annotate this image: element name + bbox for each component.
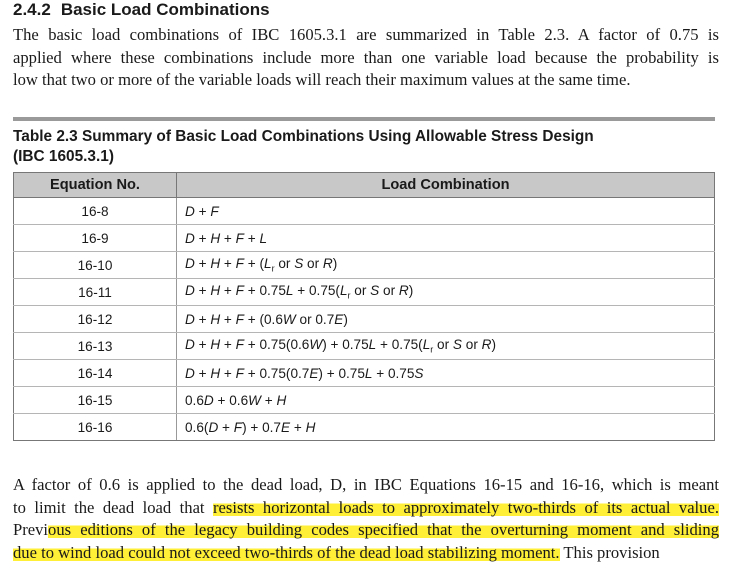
equation-number-cell: 16-13 [14, 333, 177, 360]
header-equation-no: Equation No. [14, 173, 177, 198]
load-combination-cell: 0.6(D + F) + 0.7E + H [177, 414, 715, 441]
load-combination-cell: 0.6D + 0.6W + H [177, 387, 715, 414]
load-combination-cell: $D + H + F + 0.75(0.6W) + 0.75L + 0.75(L_r$ or S or R) [177, 333, 715, 360]
equation-number-cell: 16-12 [14, 306, 177, 333]
table-row [14, 333, 715, 360]
table-caption [13, 127, 594, 167]
highlighted-text: resists horizontal loads to approximately two-thirds of its actual value. [213, 498, 719, 517]
load-combination-cell: D + H + F + (0.6W or 0.7E) [177, 306, 715, 333]
highlighted-text: due to wind load could not exceed two-thirds of the dead load stabilizing moment. [13, 543, 560, 562]
intro-line: applied where these combinations include more than one variable load because the probability is [13, 47, 719, 70]
after-line [13, 519, 719, 542]
equation-number-cell: 16-15 [14, 387, 177, 414]
equation-number-cell: 16-9 [14, 225, 177, 252]
intro-paragraph [13, 24, 719, 92]
table-caption-line: (IBC 1605.3.1) [13, 147, 594, 167]
table-body [14, 198, 715, 441]
load-combination-cell: $D + H + F + 0.75L + 0.75(L_r$ or S or R) [177, 279, 715, 306]
equation-number-cell: 16-16 [14, 414, 177, 441]
table-row [14, 306, 715, 333]
table-header-row [14, 173, 715, 198]
table-row [14, 387, 715, 414]
equation-number-cell: 16-10 [14, 252, 177, 279]
section-title: Basic Load Combinations [61, 0, 270, 19]
section-number: 2.4.2 [13, 0, 51, 19]
table-row [14, 279, 715, 306]
table-top-rule [13, 117, 715, 121]
load-combination-cell: D + F [177, 198, 715, 225]
header-load-combination: Load Combination [177, 173, 715, 198]
load-combination-cell: D + H + F + 0.75(0.7E) + 0.75L + 0.75S [177, 360, 715, 387]
intro-line: The basic load combinations of IBC 1605.3.1 are summarized in Table 2.3. A factor of 0.75 is [13, 24, 719, 47]
table-row [14, 198, 715, 225]
section-heading [13, 0, 270, 20]
highlighted-text: ous editions of the legacy building codes specified that the overturning moment and sliding [48, 520, 719, 539]
intro-line: low that two or more of the variable loads will reach their maximum values at the same time. [13, 69, 719, 92]
after-line [13, 497, 719, 520]
after-line-text: Previ [13, 520, 48, 539]
after-line-text: to limit the dead load that [13, 498, 213, 517]
equation-number-cell: 16-11 [14, 279, 177, 306]
equation-number-cell: 16-14 [14, 360, 177, 387]
equation-number-cell: 16-8 [14, 198, 177, 225]
table-row [14, 225, 715, 252]
after-line: A factor of 0.6 is applied to the dead load, D, in IBC Equations 16-15 and 16-16, which is meant [13, 474, 719, 497]
load-combination-cell: D + H + F + L [177, 225, 715, 252]
table-row [14, 414, 715, 441]
table-row [14, 252, 715, 279]
table-caption-line: Table 2.3 Summary of Basic Load Combinations Using Allowable Stress Design [13, 127, 594, 147]
load-combinations-table [13, 172, 715, 441]
table-row [14, 360, 715, 387]
load-combination-cell: $D + H + F + (L_r$ or S or R) [177, 252, 715, 279]
after-paragraph [13, 474, 719, 564]
after-line-text: This provision [560, 543, 660, 562]
